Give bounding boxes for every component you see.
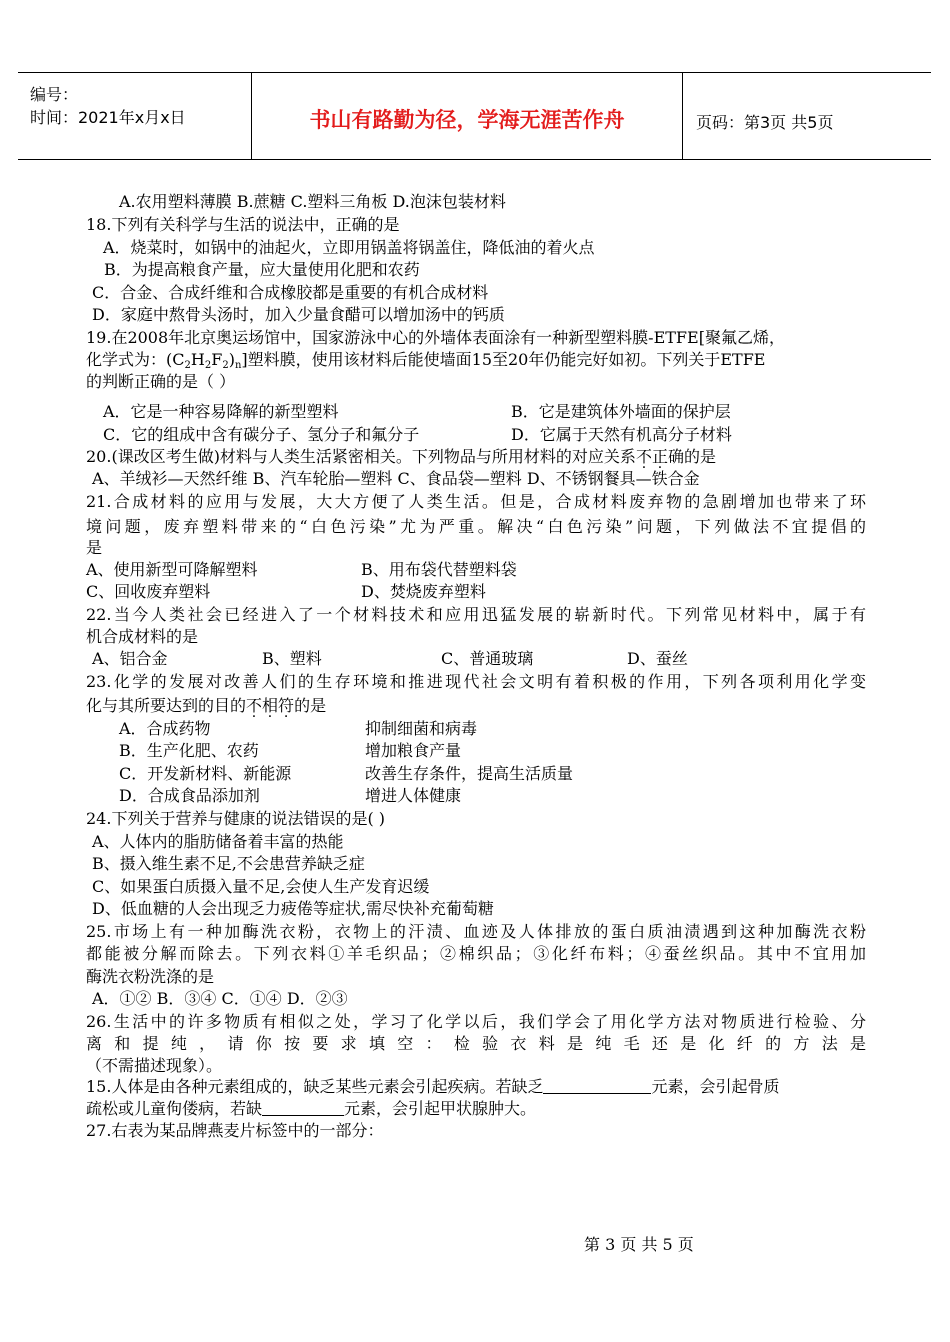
q23-stem-line1: 23.化学的发展对改善人们的生存环境和推进现代社会文明有着积极的作用，下列各项利用化学变: [86, 672, 866, 691]
q27-stem: 27.右表为某品牌燕麦片标签中的一部分：: [86, 1121, 384, 1140]
q21-option-c: C、回收废弃塑料: [86, 582, 211, 601]
q24-option-b: B、摄入维生素不足,不会患营养缺乏症: [92, 854, 365, 873]
header-page-info: 页码：第3页 共5页: [696, 113, 834, 132]
q19-stem-line2: 化学式为：$(C_2H_2F_2)_n$]塑料膜，使用该材料后能使墙面15至20年仍能完好如初。下列关于ETFE: [86, 350, 766, 371]
q23-option-c-goal: 改善生存条件，提高生活质量: [365, 764, 574, 783]
q18-option-d: D．家庭中熬骨头汤时，加入少量食醋可以增加汤中的钙质: [92, 305, 505, 324]
q15-stem-line2: 疏松或儿童佝偻病，若缺 元素，会引起甲状腺肿大。: [86, 1099, 537, 1118]
header-meta: [30, 83, 186, 129]
q26-stem-line1: 26.生活中的许多物质有相似之处，学习了化学以后，我们学会了用化学方法对物质进行检验、分: [86, 1012, 866, 1031]
q23-option-b-goal: 增加粮食产量: [365, 741, 462, 760]
q23-option-a-goal: 抑制细菌和病毒: [365, 719, 478, 738]
q23-option-a: A．合成药物: [119, 719, 211, 738]
q21-option-d: D、焚烧废弃塑料: [361, 582, 486, 601]
q24-option-d: D、低血糖的人会出现乏力疲倦等症状,需尽快补充葡萄糖: [92, 899, 494, 918]
q24-option-a: A、人体内的脂肪储备着丰富的热能: [92, 832, 344, 851]
q18-option-b: B．为提高粮食产量，应大量使用化肥和农药: [104, 260, 420, 279]
q26-stem-line3: （不需描述现象）。: [86, 1056, 223, 1075]
q21-option-b: B、用布袋代替塑料袋: [361, 560, 517, 579]
q21-stem-line2: 境问题，废弃塑料带来的“白色污染”尤为严重。解决“白色污染”问题，下列做法不宜提倡的: [86, 517, 866, 536]
q25-stem-line2: 都能被分解而除去。下列衣料①羊毛织品；②棉织品；③化纤布料；④蚕丝织品。其中不宜用加: [86, 944, 866, 963]
q22-option-d: D、蚕丝: [627, 649, 688, 668]
q17-options: A.农用塑料薄膜 B.蔗糖 C.塑料三角板 D.泡沫包装材料: [119, 192, 506, 211]
answer-blank-1[interactable]: [543, 1077, 651, 1094]
q20-options: A、羊绒衫—天然纤维 B、汽车轮胎—塑料 C、食品袋—塑料 D、不锈钢餐具—铁合金: [92, 469, 700, 488]
q21-stem-line1: 21.合成材料的应用与发展，大大方便了人类生活。但是，合成材料废弃物的急剧增加也带来了环: [86, 492, 866, 511]
q19-option-d: D．它属于天然有机高分子材料: [511, 425, 732, 444]
q21-option-a: A、使用新型可降解塑料: [86, 560, 258, 579]
document-header: [18, 72, 931, 160]
q26-stem-line2: 离和提纯，请你按要求填空：检验衣料是纯毛还是化纤的方法是: [86, 1034, 866, 1053]
q21-stem-line3: 是: [86, 538, 103, 557]
q18-option-c: C．合金、合成纤维和合成橡胶都是重要的有机合成材料: [92, 283, 489, 302]
q15-stem-line1: 15.人体是由各种元素组成的，缺乏某些元素会引起疾病。若缺乏 元素，会引起骨质: [86, 1077, 780, 1096]
q22-option-c: C、普通玻璃: [441, 649, 534, 668]
q24-stem: 24.下列关于营养与健康的说法错误的是( ): [86, 809, 386, 828]
q22-stem-line1: 22.当今人类社会已经进入了一个材料技术和应用迅猛发展的崭新时代。下列常见材料中，属于有: [86, 605, 866, 624]
time-label: 时间：2021年x月x日: [30, 108, 186, 127]
q19-option-c: C．它的组成中含有碳分子、氢分子和氟分子: [103, 425, 420, 444]
q19-stem-line3: 的判断正确的是（ ）: [86, 372, 236, 391]
q23-stem-line2: 化与其所要达到的目的不相符的是: [86, 696, 327, 715]
q25-stem-line1: 25.市场上有一种加酶洗衣粉，衣物上的汗渍、血迹及人体排放的蛋白质油渍遇到这种加酶洗衣粉: [86, 922, 866, 941]
q19-option-a: A．它是一种容易降解的新型塑料: [103, 402, 339, 421]
q18-stem: 18.下列有关科学与生活的说法中，正确的是: [86, 215, 400, 234]
q22-stem-line2: 机合成材料的是: [86, 627, 199, 646]
q23-option-d: D．合成食品添加剂: [119, 786, 260, 805]
q20-stem: 20.(课改区考生做)材料与人类生活紧密相关。下列物品与所用材料的对应关系不正确的是: [86, 447, 716, 466]
q24-option-c: C、如果蛋白质摄入量不足,会使人生产发育迟缓: [92, 877, 430, 896]
q22-option-b: B、塑料: [262, 649, 322, 668]
q19-stem-line1: 19.在2008年北京奥运场馆中，国家游泳中心的外墙体表面涂有一种新型塑料膜-ETFE[聚氟乙烯，: [86, 328, 785, 347]
q19-option-b: B．它是建筑体外墙面的保护层: [511, 402, 731, 421]
q22-option-a: A、铝合金: [92, 649, 168, 668]
page-footer: 第 3 页 共 5 页: [584, 1235, 694, 1254]
q25-options: A．①② B．③④ C．①④ D．②③: [92, 989, 348, 1008]
header-motto: 书山有路勤为径，学海无涯苦作舟: [309, 108, 625, 132]
q18-option-a: A．烧菜时，如锅中的油起火，立即用锅盖将锅盖住，降低油的着火点: [103, 238, 595, 257]
number-label: 编号：: [30, 85, 79, 104]
q23-option-c: C．开发新材料、新能源: [119, 764, 292, 783]
header-divider-right: [682, 73, 683, 159]
q23-option-d-goal: 增进人体健康: [365, 786, 462, 805]
answer-blank-2[interactable]: [262, 1099, 344, 1116]
q25-stem-line3: 酶洗衣粉洗涤的是: [86, 967, 215, 986]
q23-option-b: B．生产化肥、农药: [119, 741, 259, 760]
